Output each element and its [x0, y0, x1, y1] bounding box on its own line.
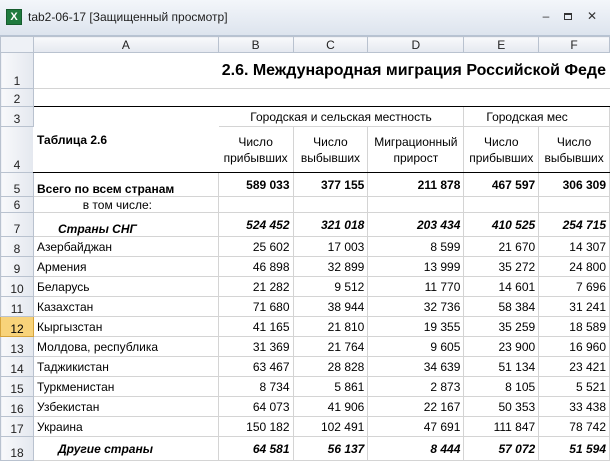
row-header[interactable]: 5 [1, 173, 34, 197]
cell-value[interactable]: 377 155 [293, 173, 368, 197]
column-header-f[interactable]: F [539, 37, 610, 53]
cell-value[interactable]: 64 073 [218, 397, 293, 417]
cell-value[interactable]: 23 421 [539, 357, 610, 377]
cell-value[interactable]: 8 105 [464, 377, 539, 397]
row-header[interactable]: 3 [1, 107, 34, 127]
cell-value[interactable]: 8 734 [218, 377, 293, 397]
cell-value[interactable]: 14 601 [464, 277, 539, 297]
header-migration-growth[interactable]: Миграционный прирост [368, 127, 464, 173]
column-header-e[interactable]: E [464, 37, 539, 53]
row-header[interactable]: 4 [1, 127, 34, 173]
cell-value[interactable]: 28 828 [293, 357, 368, 377]
cell-value[interactable]: 22 167 [368, 397, 464, 417]
cell-value[interactable]: 24 800 [539, 257, 610, 277]
cell-value[interactable]: 589 033 [218, 173, 293, 197]
row-label-country[interactable]: Беларусь [34, 277, 219, 297]
row-label-country[interactable]: Украина [34, 417, 219, 437]
cell-value[interactable]: 7 696 [539, 277, 610, 297]
cell-value[interactable]: 35 259 [464, 317, 539, 337]
cell-value[interactable]: 467 597 [464, 173, 539, 197]
table-label[interactable]: Таблица 2.6 [34, 107, 219, 173]
cell-value[interactable]: 5 521 [539, 377, 610, 397]
cell-value[interactable]: 47 691 [368, 417, 464, 437]
cell-value[interactable]: 19 355 [368, 317, 464, 337]
cell-value[interactable]: 32 899 [293, 257, 368, 277]
row-header[interactable]: 9 [1, 257, 34, 277]
cell-value[interactable]: 46 898 [218, 257, 293, 277]
cell-value[interactable]: 31 241 [539, 297, 610, 317]
cell-c2[interactable] [293, 89, 368, 107]
row-label-country[interactable]: Армения [34, 257, 219, 277]
header-arrived-urban[interactable]: Число прибывших [464, 127, 539, 173]
cell-value[interactable]: 32 736 [368, 297, 464, 317]
group-header-urban[interactable]: Городская мес [464, 107, 610, 127]
sheet-title[interactable]: 2.6. Международная миграция Российской Феде [218, 53, 609, 89]
cell-value[interactable]: 211 878 [368, 173, 464, 197]
row-header[interactable]: 2 [1, 89, 34, 107]
cell-value[interactable]: 203 434 [368, 213, 464, 237]
row-label-cis[interactable]: Страны СНГ [34, 213, 219, 237]
row-label-country[interactable]: Казахстан [34, 297, 219, 317]
cell-value[interactable]: 25 602 [218, 237, 293, 257]
row-label-total[interactable]: Всего по всем странам [34, 173, 219, 197]
minimize-button[interactable]: – [542, 9, 550, 23]
cell-value[interactable]: 63 467 [218, 357, 293, 377]
cell-b2[interactable] [218, 89, 293, 107]
cell-value[interactable]: 21 670 [464, 237, 539, 257]
cell-value[interactable]: 34 639 [368, 357, 464, 377]
cell-value[interactable]: 14 307 [539, 237, 610, 257]
cell-value[interactable]: 21 764 [293, 337, 368, 357]
row-header[interactable]: 10 [1, 277, 34, 297]
cell-value[interactable]: 58 384 [464, 297, 539, 317]
cell-e2[interactable] [464, 89, 539, 107]
header-departed[interactable]: Число выбывших [293, 127, 368, 173]
column-header-c[interactable]: C [293, 37, 368, 53]
row-header[interactable]: 13 [1, 337, 34, 357]
window-title: tab2-06-17 [Защищенный просмотр] [28, 10, 228, 24]
close-button[interactable]: ✕ [586, 9, 598, 23]
restore-icon [564, 13, 572, 20]
cell-value[interactable]: 64 581 [218, 437, 293, 461]
cell-empty[interactable] [368, 197, 464, 213]
header-departed-urban[interactable]: Число выбывших [539, 127, 610, 173]
cell-value[interactable]: 33 438 [539, 397, 610, 417]
row-label-country[interactable]: Азербайджан [34, 237, 219, 257]
cell-value[interactable]: 306 309 [539, 173, 610, 197]
cell-value[interactable]: 41 165 [218, 317, 293, 337]
cell-value[interactable]: 111 847 [464, 417, 539, 437]
cell-value[interactable]: 18 589 [539, 317, 610, 337]
cell-value[interactable]: 21 810 [293, 317, 368, 337]
row-header[interactable]: 16 [1, 397, 34, 417]
cell-value[interactable]: 8 444 [368, 437, 464, 461]
cell-value[interactable]: 51 594 [539, 437, 610, 461]
row-header[interactable]: 7 [1, 213, 34, 237]
title-bar [0, 0, 610, 36]
column-header-d[interactable]: D [368, 37, 464, 53]
cell-value[interactable]: 50 353 [464, 397, 539, 417]
cell-value[interactable]: 524 452 [218, 213, 293, 237]
cell-value[interactable]: 51 134 [464, 357, 539, 377]
cell-value[interactable]: 150 182 [218, 417, 293, 437]
column-header-a[interactable]: A [34, 37, 219, 53]
cell-value[interactable]: 410 525 [464, 213, 539, 237]
row-header[interactable]: 1 [1, 53, 34, 89]
cell-value[interactable]: 31 369 [218, 337, 293, 357]
row-header[interactable]: 8 [1, 237, 34, 257]
cell-value[interactable]: 38 944 [293, 297, 368, 317]
cell-empty[interactable] [293, 197, 368, 213]
cell-value[interactable]: 11 770 [368, 277, 464, 297]
column-header-b[interactable]: B [218, 37, 293, 53]
row-label-including[interactable]: в том числе: [34, 197, 219, 213]
cell-d2[interactable] [368, 89, 464, 107]
cell-value[interactable]: 9 605 [368, 337, 464, 357]
cell-value[interactable]: 35 272 [464, 257, 539, 277]
cell-a2[interactable] [34, 89, 219, 107]
cell-empty[interactable] [539, 197, 610, 213]
cell-value[interactable]: 2 873 [368, 377, 464, 397]
row-header[interactable]: 11 [1, 297, 34, 317]
row-label-other[interactable]: Другие страны [34, 437, 219, 461]
cell-value[interactable]: 254 715 [539, 213, 610, 237]
cell-value[interactable]: 23 900 [464, 337, 539, 357]
cell-value[interactable]: 41 906 [293, 397, 368, 417]
cell-value[interactable]: 56 137 [293, 437, 368, 461]
cell-value[interactable]: 5 861 [293, 377, 368, 397]
cell-value[interactable]: 13 999 [368, 257, 464, 277]
row-label-country[interactable]: Узбекистан [34, 397, 219, 417]
spreadsheet-grid [0, 36, 610, 461]
cell-value[interactable]: 17 003 [293, 237, 368, 257]
cell-value[interactable]: 78 742 [539, 417, 610, 437]
cell-value[interactable]: 102 491 [293, 417, 368, 437]
row-header[interactable]: 14 [1, 357, 34, 377]
header-arrived[interactable]: Число прибывших [218, 127, 293, 173]
cell-value[interactable]: 321 018 [293, 213, 368, 237]
row-label-country[interactable]: Молдова, республика [34, 337, 219, 357]
row-header[interactable]: 6 [1, 197, 34, 213]
cell-f2[interactable] [539, 89, 610, 107]
row-label-country[interactable]: Кыргызстан [34, 317, 219, 337]
cell-a1[interactable] [34, 53, 219, 89]
group-header-urban-rural[interactable]: Городская и сельская местность [218, 107, 464, 127]
select-all-corner[interactable] [1, 37, 34, 53]
row-label-country[interactable]: Туркменистан [34, 377, 219, 397]
row-header[interactable]: 15 [1, 377, 34, 397]
cell-empty[interactable] [464, 197, 539, 213]
cell-value[interactable]: 71 680 [218, 297, 293, 317]
restore-button[interactable] [559, 8, 577, 24]
cell-value[interactable]: 16 960 [539, 337, 610, 357]
cell-value[interactable]: 9 512 [293, 277, 368, 297]
cell-empty[interactable] [218, 197, 293, 213]
cell-value[interactable]: 21 282 [218, 277, 293, 297]
cell-value[interactable]: 8 599 [368, 237, 464, 257]
excel-icon: X [6, 9, 22, 25]
cell-value[interactable]: 57 072 [464, 437, 539, 461]
row-label-country[interactable]: Таджикистан [34, 357, 219, 377]
row-header[interactable]: 17 [1, 417, 34, 437]
row-header[interactable]: 18 [1, 437, 34, 461]
row-header-selected[interactable]: 12 [1, 317, 34, 337]
